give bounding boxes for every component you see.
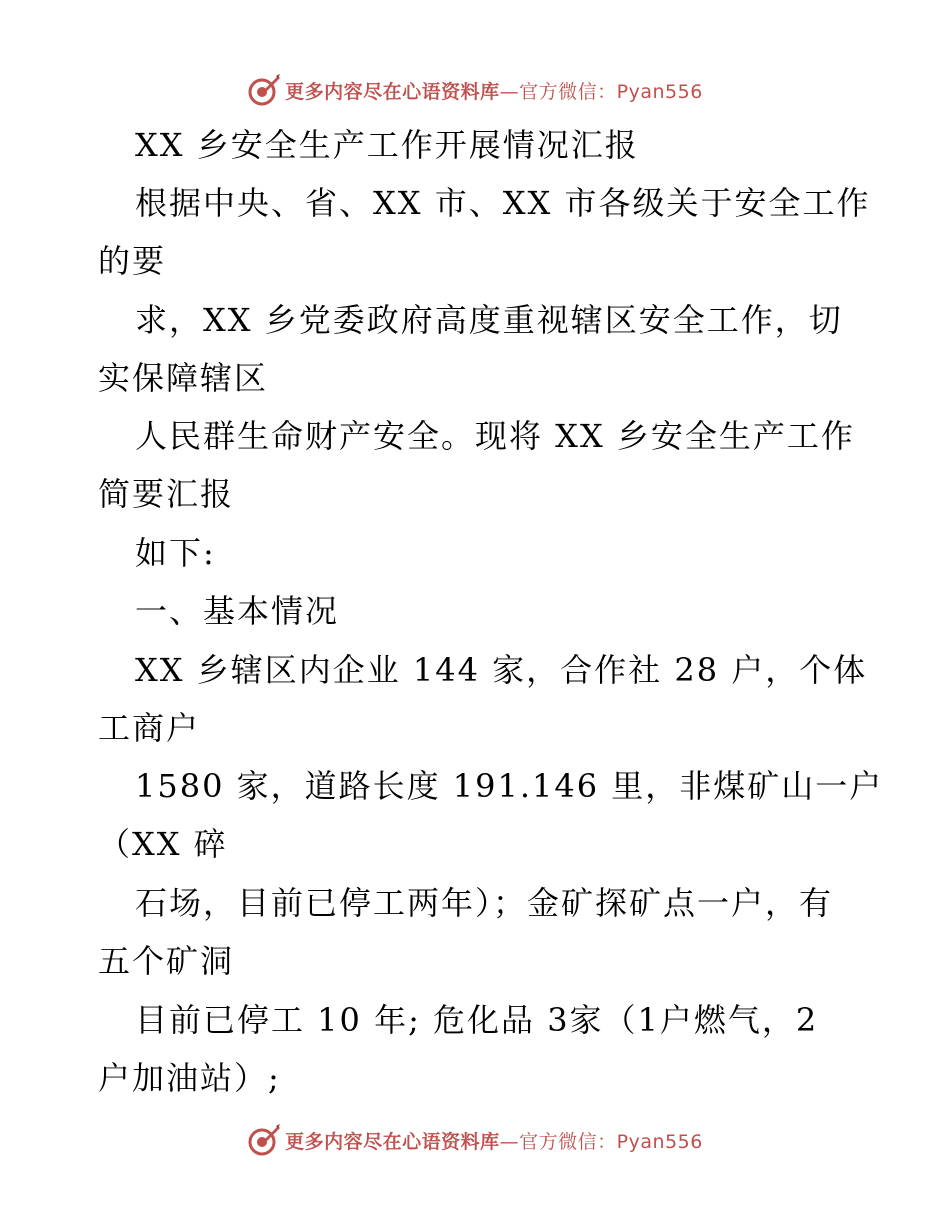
quill-seal-icon	[247, 73, 281, 107]
paragraph-line: 五个矿洞	[98, 942, 235, 980]
paragraph-line: 简要汇报	[98, 475, 235, 513]
watermark-text: 更多内容尽在心语资料库—官方微信：Pyan556	[285, 80, 703, 103]
paragraph-line: 户加油站）;	[98, 1059, 281, 1097]
paragraph-line: 工商户	[98, 709, 201, 747]
watermark-text: 更多内容尽在心语资料库—官方微信：Pyan556	[285, 1130, 703, 1153]
paragraph-line: 的要	[98, 242, 167, 280]
paragraph-line: 石场，目前已停工两年）；金矿探矿点一户，有	[135, 884, 834, 922]
section-heading: 一、基本情况	[135, 592, 340, 630]
paragraph-line: 实保障辖区	[98, 359, 269, 397]
document-title: XX 乡安全生产工作开展情况汇报	[135, 126, 639, 164]
header-watermark	[0, 70, 950, 110]
paragraph-line: 根据中央、省、XX 市、XX 市各级关于安全工作	[135, 184, 871, 222]
paragraph-line: 1580 家，道路长度 191.146 里，非煤矿山一户	[135, 767, 884, 805]
paragraph-line: 求，XX 乡党委政府高度重视辖区安全工作，切	[135, 301, 843, 339]
paragraph-line: （XX 碎	[98, 825, 228, 863]
paragraph-line: 如下:	[135, 534, 216, 572]
footer-watermark	[0, 1120, 950, 1160]
paragraph-line: 目前已停工 10 年; 危化品 3家（1户燃气，2	[135, 1001, 819, 1039]
paragraph-line: XX 乡辖区内企业 144 家，合作社 28 户，个体	[135, 651, 868, 689]
paragraph-line: 人民群生命财产安全。现将 XX 乡安全生产工作	[135, 417, 855, 455]
quill-seal-icon	[247, 1123, 281, 1157]
